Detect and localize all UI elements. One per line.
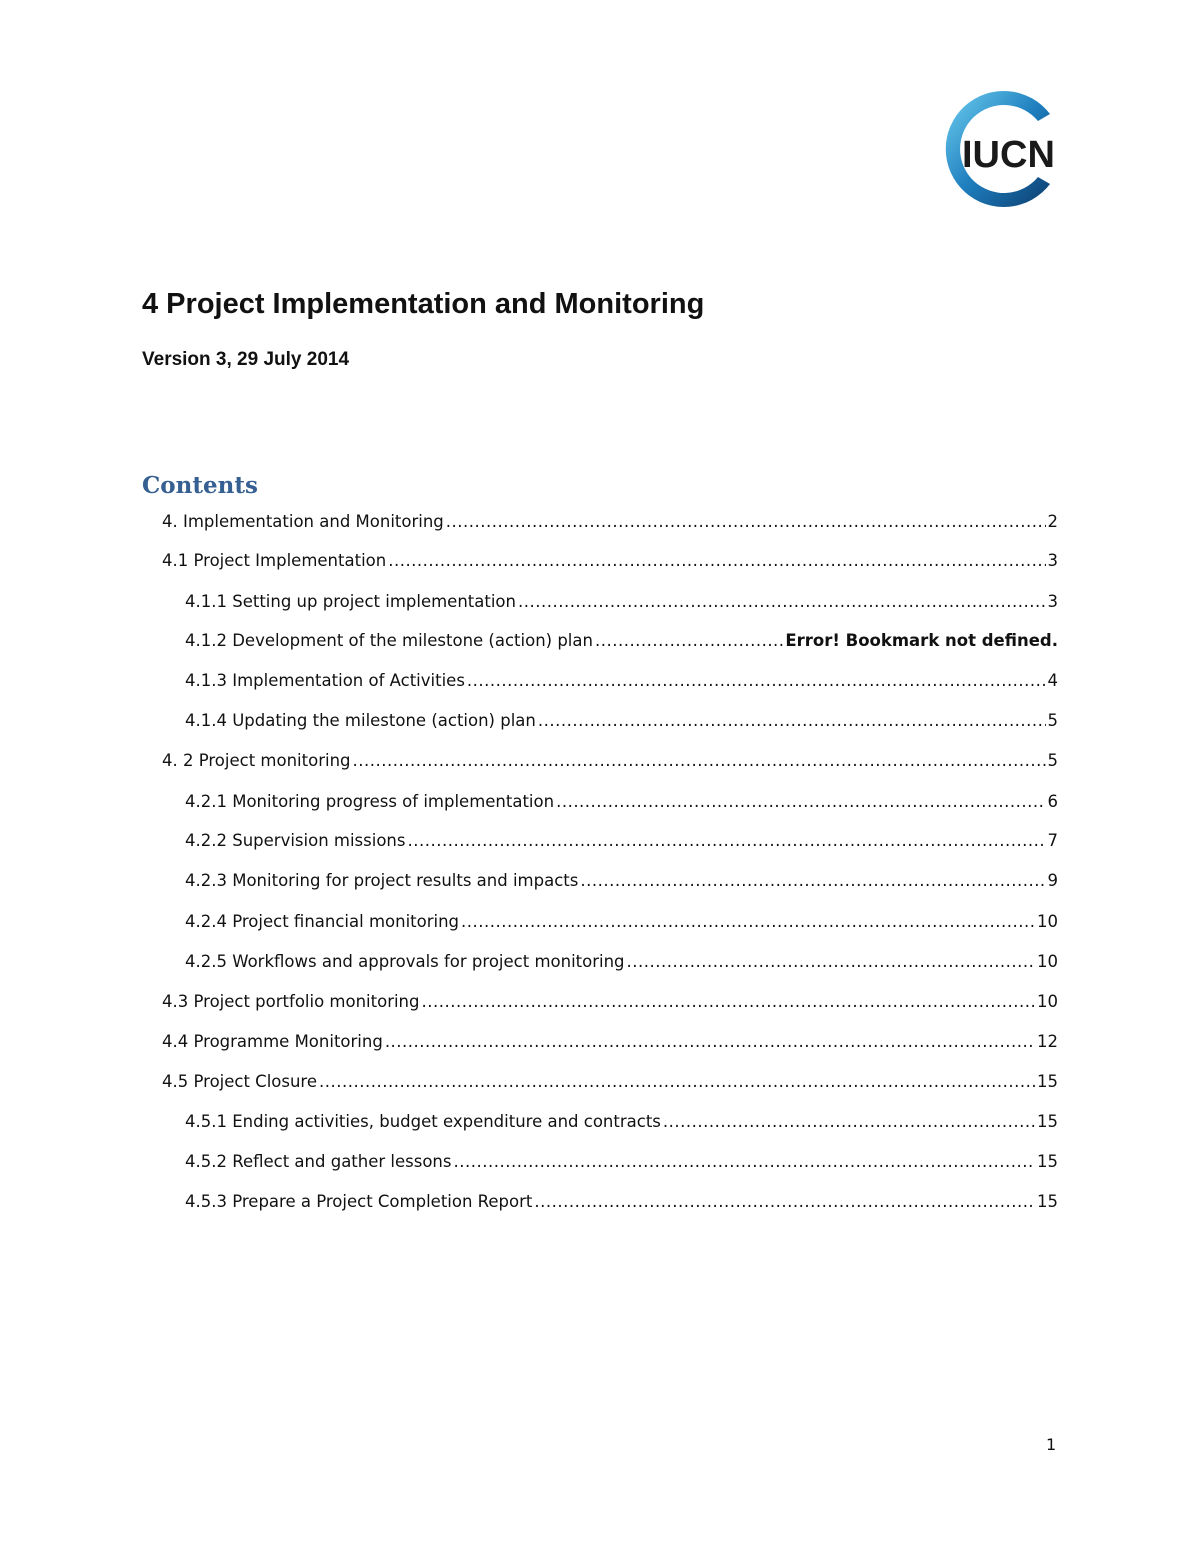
- toc-dot-leader: [388, 547, 1045, 575]
- toc-dot-leader: [538, 707, 1046, 735]
- toc-entry-page: 10: [1037, 912, 1058, 931]
- toc-entry[interactable]: [162, 1068, 1058, 1096]
- toc-entry[interactable]: [185, 1188, 1058, 1216]
- toc-entry-title: 4.1.2 Development of the milestone (action) plan: [185, 631, 593, 650]
- toc-entry-page: 9: [1047, 871, 1058, 890]
- toc-entry-page: 7: [1047, 831, 1058, 850]
- toc-entry-title: 4.5.1 Ending activities, budget expenditure and contracts: [185, 1112, 661, 1131]
- page-number: 1: [1046, 1435, 1057, 1454]
- toc-entry-page: 15: [1037, 1152, 1058, 1171]
- toc-entry-title: 4.4 Programme Monitoring: [162, 1032, 383, 1051]
- toc-entry-error: Error! Bookmark not defined.: [785, 631, 1058, 650]
- toc-dot-leader: [595, 627, 783, 655]
- toc-entry[interactable]: [162, 988, 1058, 1016]
- toc-dot-leader: [319, 1068, 1035, 1096]
- toc-entry-title: 4.1.3 Implementation of Activities: [185, 671, 465, 690]
- toc-entry-page: 5: [1047, 711, 1058, 730]
- iucn-logo-graphic: [922, 84, 1062, 216]
- toc-dot-leader: [467, 667, 1046, 695]
- toc-entry[interactable]: [185, 588, 1058, 616]
- toc-entry[interactable]: [185, 627, 1058, 655]
- toc-dot-leader: [627, 948, 1035, 976]
- toc-entry-title: 4.5.2 Reflect and gather lessons: [185, 1152, 452, 1171]
- toc-entry-title: 4.2.5 Workflows and approvals for project monitoring: [185, 952, 625, 971]
- toc-entry-page: 3: [1047, 551, 1058, 570]
- iucn-logo: [922, 84, 1062, 216]
- logo-text: IUCN: [962, 134, 1055, 176]
- toc-entry[interactable]: [185, 948, 1058, 976]
- toc-entry-page: 4: [1047, 671, 1058, 690]
- toc-entry-title: 4.2.3 Monitoring for project results and impacts: [185, 871, 579, 890]
- toc-entry-title: 4.2.1 Monitoring progress of implementation: [185, 792, 555, 811]
- toc-entry-title: 4.1.4 Updating the milestone (action) plan: [185, 711, 536, 730]
- toc-entry-title: 4.2.4 Project financial monitoring: [185, 912, 460, 931]
- document-version: Version 3, 29 July 2014: [142, 349, 350, 370]
- toc-entry[interactable]: [162, 747, 1058, 775]
- toc-entry[interactable]: [162, 1028, 1058, 1056]
- toc-dot-leader: [446, 508, 1046, 536]
- toc-entry-page: 15: [1037, 1072, 1058, 1091]
- toc-entry-title: 4. Implementation and Monitoring: [162, 512, 444, 531]
- toc-entry[interactable]: [185, 667, 1058, 695]
- toc-entry-page: 15: [1037, 1192, 1058, 1211]
- toc-entry[interactable]: [162, 547, 1058, 575]
- contents-heading: Contents: [142, 472, 258, 499]
- toc-entry-title: 4.5.3 Prepare a Project Completion Report: [185, 1192, 533, 1211]
- toc-dot-leader: [385, 1028, 1035, 1056]
- toc-entry[interactable]: [185, 1108, 1058, 1136]
- toc-entry-page: 5: [1047, 751, 1058, 770]
- toc-dot-leader: [407, 827, 1045, 855]
- toc-entry-title: 4.2.2 Supervision missions: [185, 831, 406, 850]
- toc-entry-page: 10: [1037, 992, 1058, 1011]
- toc-dot-leader: [461, 908, 1035, 936]
- toc-entry[interactable]: [185, 707, 1058, 735]
- toc-entry-title: 4.3 Project portfolio monitoring: [162, 992, 420, 1011]
- toc-dot-leader: [518, 588, 1046, 616]
- toc-entry-title: 4. 2 Project monitoring: [162, 751, 351, 770]
- toc-entry-title: 4.1 Project Implementation: [162, 551, 387, 570]
- toc-dot-leader: [353, 747, 1046, 775]
- toc-dot-leader: [422, 988, 1036, 1016]
- toc-entry-page: 10: [1037, 952, 1058, 971]
- toc-entry[interactable]: [185, 788, 1058, 816]
- toc-dot-leader: [534, 1188, 1035, 1216]
- toc-entry-title: 4.1.1 Setting up project implementation: [185, 592, 516, 611]
- toc-dot-leader: [454, 1148, 1036, 1176]
- toc-entry[interactable]: [185, 908, 1058, 936]
- toc-entry[interactable]: [162, 508, 1058, 536]
- toc-entry-page: 2: [1047, 512, 1058, 531]
- toc-entry-page: 15: [1037, 1112, 1058, 1131]
- toc-entry-title: 4.5 Project Closure: [162, 1072, 318, 1091]
- toc-dot-leader: [556, 788, 1045, 816]
- toc-entry-page: 12: [1037, 1032, 1058, 1051]
- toc-entry[interactable]: [185, 827, 1058, 855]
- toc-dot-leader: [580, 867, 1045, 895]
- toc-entry[interactable]: [185, 867, 1058, 895]
- toc-entry[interactable]: [185, 1148, 1058, 1176]
- toc-entry-page: 6: [1047, 792, 1058, 811]
- toc-dot-leader: [663, 1108, 1035, 1136]
- toc-entry-page: 3: [1047, 592, 1058, 611]
- document-title: 4 Project Implementation and Monitoring: [142, 288, 705, 320]
